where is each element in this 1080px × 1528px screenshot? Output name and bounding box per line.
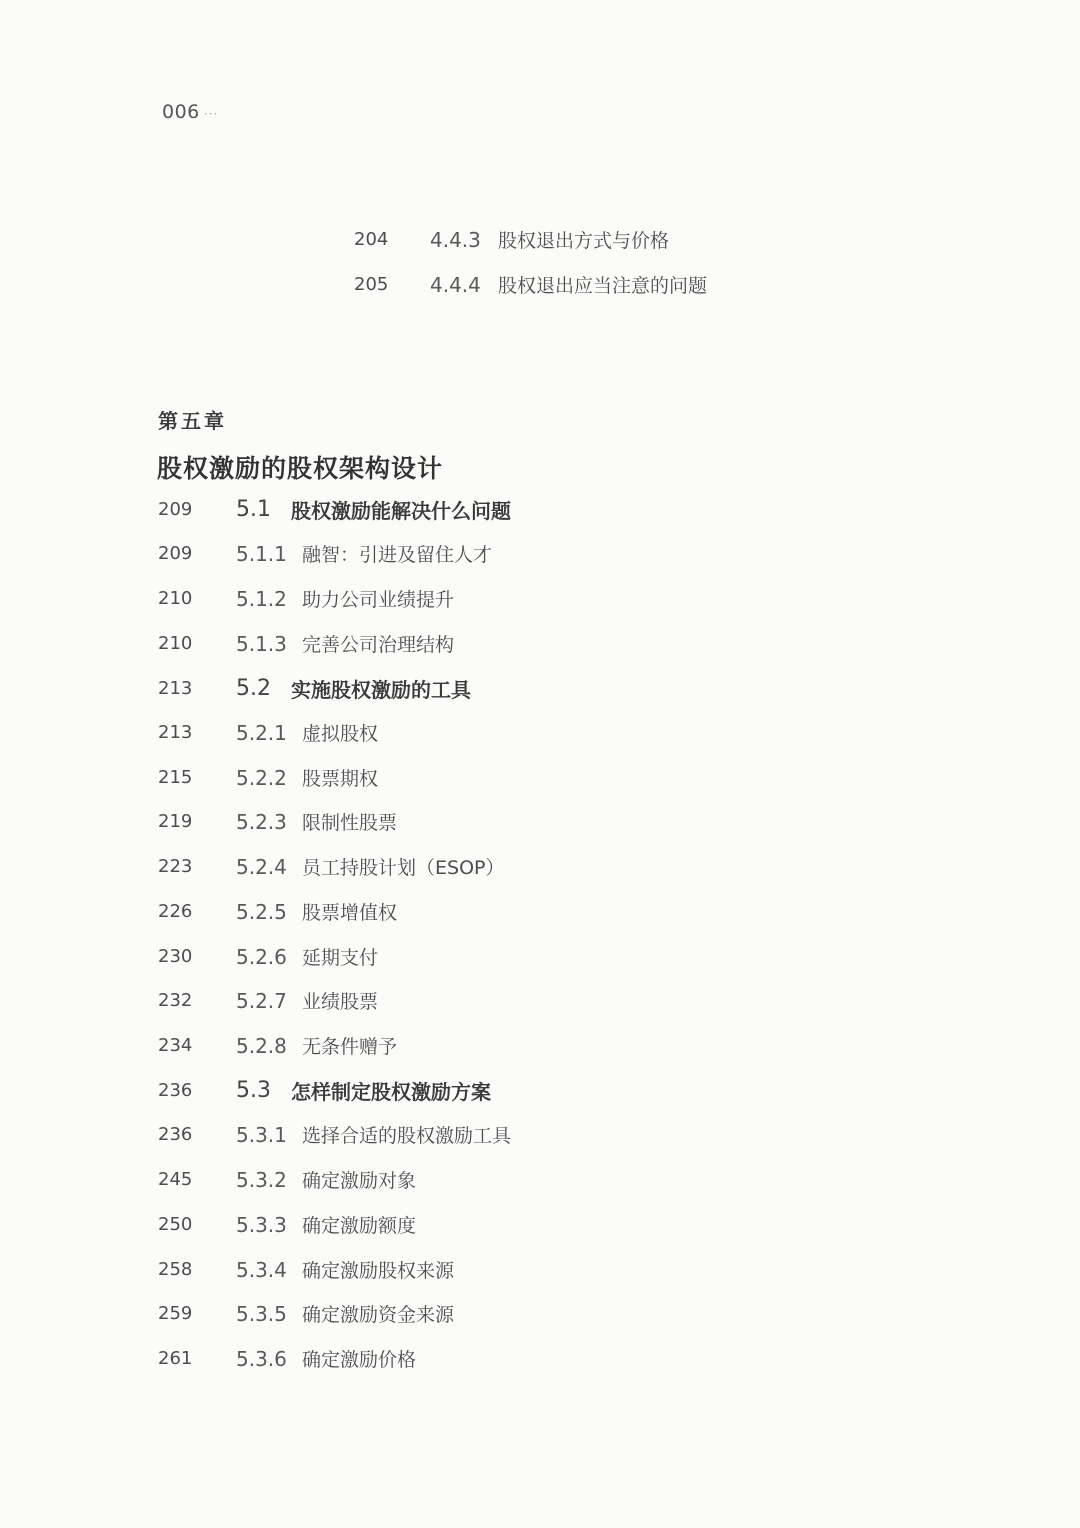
toc-title: 股权激励能解决什么问题: [291, 499, 511, 523]
toc-number: 5.3.3: [236, 1212, 287, 1237]
toc-title: 助力公司业绩提升: [302, 589, 455, 611]
toc-entry-4-4-4[interactable]: [354, 271, 707, 298]
toc-title: 股票增值权: [302, 902, 398, 924]
toc-title: 股票期权: [302, 768, 379, 790]
page-number-value: 006: [162, 101, 200, 123]
toc-entry-5-2-4[interactable]: [158, 853, 504, 880]
toc-title: 怎样制定股权激励方案: [291, 1080, 491, 1104]
toc-title: 选择合适的股权激励工具: [302, 1125, 512, 1147]
toc-page: 259: [158, 1303, 193, 1324]
toc-page: 250: [158, 1214, 193, 1235]
toc-page: 213: [158, 678, 193, 699]
toc-page: 230: [158, 946, 193, 967]
toc-number: 5.3.6: [236, 1346, 287, 1371]
toc-page: 232: [158, 990, 193, 1011]
toc-entry-5-1-1[interactable]: [158, 540, 492, 567]
toc-number: 5.2.5: [236, 899, 287, 924]
toc-title: 股权退出应当注意的问题: [498, 275, 708, 297]
toc-page: 210: [158, 633, 193, 654]
toc-section-5-1[interactable]: [158, 495, 511, 524]
toc-page: 261: [158, 1348, 193, 1369]
toc-number: 5.1.1: [236, 541, 287, 566]
toc-page: 204: [354, 229, 389, 250]
toc-number: 5.2.2: [236, 765, 287, 790]
toc-number: 4.4.4: [430, 272, 481, 297]
toc-title: 确定激励额度: [302, 1215, 417, 1237]
toc-entry-5-2-2[interactable]: [158, 764, 378, 791]
toc-entry-5-2-5[interactable]: [158, 898, 397, 925]
toc-entry-5-2-3[interactable]: [158, 808, 397, 835]
toc-entry-5-3-1[interactable]: [158, 1121, 511, 1148]
toc-entry-5-1-3[interactable]: [158, 630, 454, 657]
toc-title: 无条件赠予: [302, 1036, 398, 1058]
toc-title: 员工持股计划（ESOP）: [302, 857, 505, 879]
toc-number: 5.3.4: [236, 1257, 287, 1282]
page-number-dots: ···: [203, 107, 219, 121]
toc-entry-5-2-1[interactable]: [158, 719, 378, 746]
toc-entry-5-3-2[interactable]: [158, 1166, 416, 1193]
toc-title: 股权退出方式与价格: [498, 230, 670, 252]
toc-section-5-3[interactable]: [158, 1076, 491, 1105]
toc-number: 5.1.2: [236, 586, 287, 611]
toc-title: 确定激励对象: [302, 1170, 417, 1192]
toc-number: 5.2.4: [236, 854, 287, 879]
toc-title: 业绩股票: [302, 991, 379, 1013]
toc-number: 5.2.7: [236, 988, 287, 1013]
toc-page: 236: [158, 1080, 193, 1101]
toc-page: 205: [354, 274, 389, 295]
toc-entry-5-3-5[interactable]: [158, 1300, 454, 1327]
toc-page: 236: [158, 1124, 193, 1145]
toc-number: 5.3.2: [236, 1167, 287, 1192]
toc-number: 5.2.6: [236, 944, 287, 969]
toc-page: 258: [158, 1259, 193, 1280]
toc-entry-5-3-4[interactable]: [158, 1256, 454, 1283]
toc-title: 延期支付: [302, 947, 379, 969]
toc-title: 实施股权激励的工具: [291, 678, 471, 702]
toc-number: 5.1: [236, 497, 271, 522]
toc-title: 确定激励股权来源: [302, 1260, 455, 1282]
toc-page: 213: [158, 722, 193, 743]
toc-entry-5-3-6[interactable]: [158, 1345, 416, 1372]
toc-title: 确定激励价格: [302, 1349, 417, 1371]
chapter-title: 股权激励的股权架构设计: [157, 454, 444, 483]
toc-title: 完善公司治理结构: [302, 634, 455, 656]
toc-entry-5-2-6[interactable]: [158, 943, 378, 970]
toc-section-5-2[interactable]: [158, 674, 471, 703]
toc-title: 虚拟股权: [302, 723, 379, 745]
toc-page: 219: [158, 811, 193, 832]
toc-number: 5.1.3: [236, 631, 287, 656]
toc-page: 215: [158, 767, 193, 788]
page-number: [162, 101, 218, 123]
toc-entry-5-2-8[interactable]: [158, 1032, 397, 1059]
toc-number: 5.2.3: [236, 809, 287, 834]
toc-number: 5.3.1: [236, 1122, 287, 1147]
toc-entry-5-1-2[interactable]: [158, 585, 454, 612]
toc-page: 209: [158, 499, 193, 520]
toc-page: 223: [158, 856, 193, 877]
toc-page: 210: [158, 588, 193, 609]
toc-number: 5.2.8: [236, 1033, 287, 1058]
toc-entry-4-4-3[interactable]: [354, 226, 669, 253]
toc-entry-5-2-7[interactable]: [158, 987, 378, 1014]
toc-number: 5.2.1: [236, 720, 287, 745]
toc-page: 245: [158, 1169, 193, 1190]
toc-number: 5.3: [236, 1078, 271, 1103]
toc-title: 确定激励资金来源: [302, 1304, 455, 1326]
toc-number: 5.3.5: [236, 1301, 287, 1326]
chapter-label: 第五章: [158, 409, 227, 433]
toc-page: 226: [158, 901, 193, 922]
toc-number: 5.2: [236, 676, 271, 701]
toc-entry-5-3-3[interactable]: [158, 1211, 416, 1238]
toc-number: 4.4.3: [430, 227, 481, 252]
toc-title: 限制性股票: [302, 812, 398, 834]
toc-title: 融智：引进及留住人才: [302, 544, 493, 566]
toc-page: 234: [158, 1035, 193, 1056]
toc-page: 209: [158, 543, 193, 564]
